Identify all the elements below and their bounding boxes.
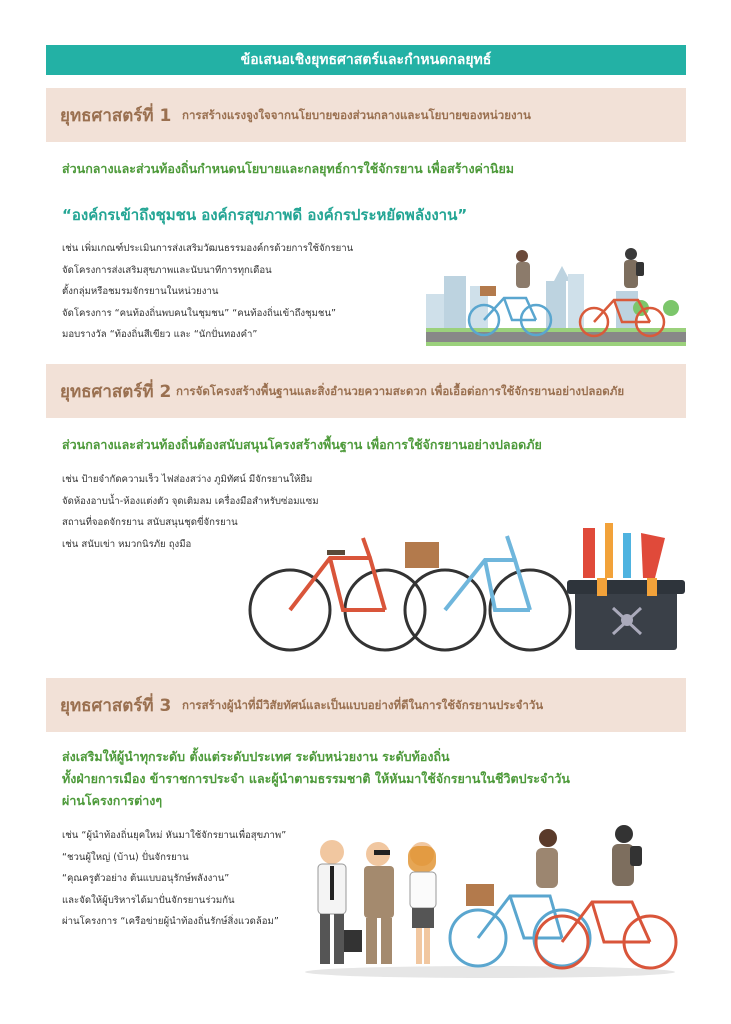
strategy-1-header	[46, 88, 686, 142]
strategy-2-description: การจัดโครงสร้างพื้นฐานและสิ่งอำนวยความสะดวก เพื่อเอื้อต่อการใช้จักรยานอย่างปลอดภัย	[176, 384, 625, 398]
strategy-2-number: ยุทธศาสตร์ที่ 2	[60, 382, 172, 402]
headline-line: ส่งเสริมให้ผู้นำทุกระดับ ตั้งแต่ระดับประเทศ ระดับหน่วยงาน ระดับท้องถิ่น	[62, 749, 450, 764]
strategy-1-headline: ส่วนกลางและส่วนท้องถิ่นกำหนดนโยบายและกลยุทธ์การใช้จักรยาน เพื่อสร้างค่านิยม	[62, 161, 515, 176]
list-item: จัดห้องอาบน้ำ-ห้องแต่งตัว จุดเติมลม เครื่องมือสำหรับซ่อมแซม	[62, 495, 319, 507]
headline-line: ผ่านโครงการต่างๆ	[62, 793, 163, 808]
list-item: จัดโครงการส่งเสริมสุขภาพและนับนาทีการทุกเดือน	[62, 264, 272, 276]
strategy-3-header	[46, 678, 686, 732]
strategy-2-header	[46, 364, 686, 418]
strategy-3-number: ยุทธศาสตร์ที่ 3	[60, 696, 172, 716]
strategy-3-headline	[62, 746, 570, 812]
leaders-cyclists-illustration	[300, 820, 690, 980]
strategy-1-list	[62, 238, 353, 346]
strategy-1-quote: “องค์กรเข้าถึงชุมชน องค์กรสุขภาพดี องค์กรประหยัดพลังงาน”	[62, 206, 468, 224]
list-item: มอบรางวัล “ท้องถิ่นสีเขียว และ “นักปั่นทองคำ”	[62, 329, 258, 340]
strategy-3-description: การสร้างผู้นำที่มีวิสัยทัศน์และเป็นแบบอย่างที่ดีในการใช้จักรยานประจำวัน	[182, 698, 544, 712]
list-item: และจัดให้ผู้บริหารได้มาปั่นจักรยานร่วมกัน	[62, 894, 235, 906]
strategy-1-number: ยุทธศาสตร์ที่ 1	[60, 106, 172, 126]
list-item: “ชวนผู้ใหญ่ (บ้าน) ปั่นจักรยาน	[62, 851, 189, 863]
list-item: เช่น เพิ่มเกณฑ์ประเมินการส่งเสริมวัฒนธรรมองค์กรด้วยการใช้จักรยาน	[62, 243, 354, 254]
list-item: จัดโครงการ “คนท้องถิ่นพบคนในชุมชน” “คนท้องถิ่นเข้าถึงชุมชน”	[62, 307, 336, 319]
list-item: เช่น ป้ายจำกัดความเร็ว ไฟส่องสว่าง ภูมิทัศน์ มีจักรยานให้ยืม	[62, 474, 313, 485]
strategy-1-description: การสร้างแรงจูงใจจากนโยบายของส่วนกลางและนโยบายของหน่วยงาน	[182, 108, 531, 122]
headline-line: ทั้งฝ่ายการเมือง ข้าราชการประจำ และผู้นำตามธรรมชาติ ให้หันมาใช้จักรยานในชีวิตประจำวัน	[62, 771, 570, 786]
list-item: ผ่านโครงการ “เครือข่ายผู้นำท้องถิ่นรักษ์สิ่งแวดล้อม”	[62, 916, 279, 927]
page-title: ข้อเสนอเชิงยุทธศาสตร์และกำหนดกลยุทธ์	[46, 45, 686, 75]
list-item: ตั้งกลุ่มหรือชมรมจักรยานในหน่วยงาน	[62, 286, 219, 297]
strategy-3-list	[62, 825, 286, 933]
strategy-2-headline: ส่วนกลางและส่วนท้องถิ่นต้องสนับสนุนโครงสร้างพื้นฐาน เพื่อการใช้จักรยานอย่างปลอดภัย	[62, 437, 542, 452]
list-item: “คุณครูตัวอย่าง ต้นแบบอนุรักษ์พลังงาน”	[62, 873, 230, 884]
list-item: สถานที่จอดจักรยาน สนับสนุนชุดขี่จักรยาน	[62, 517, 238, 528]
list-item: เช่น สนับเข่า หมวกนิรภัย ถุงมือ	[62, 538, 192, 550]
city-cyclists-illustration	[426, 236, 686, 346]
list-item: เช่น “ผู้นำท้องถิ่นยุคใหม่ หันมาใช้จักรยานเพื่อสุขภาพ”	[62, 830, 287, 841]
bicycles-toolbox-illustration	[245, 518, 685, 658]
